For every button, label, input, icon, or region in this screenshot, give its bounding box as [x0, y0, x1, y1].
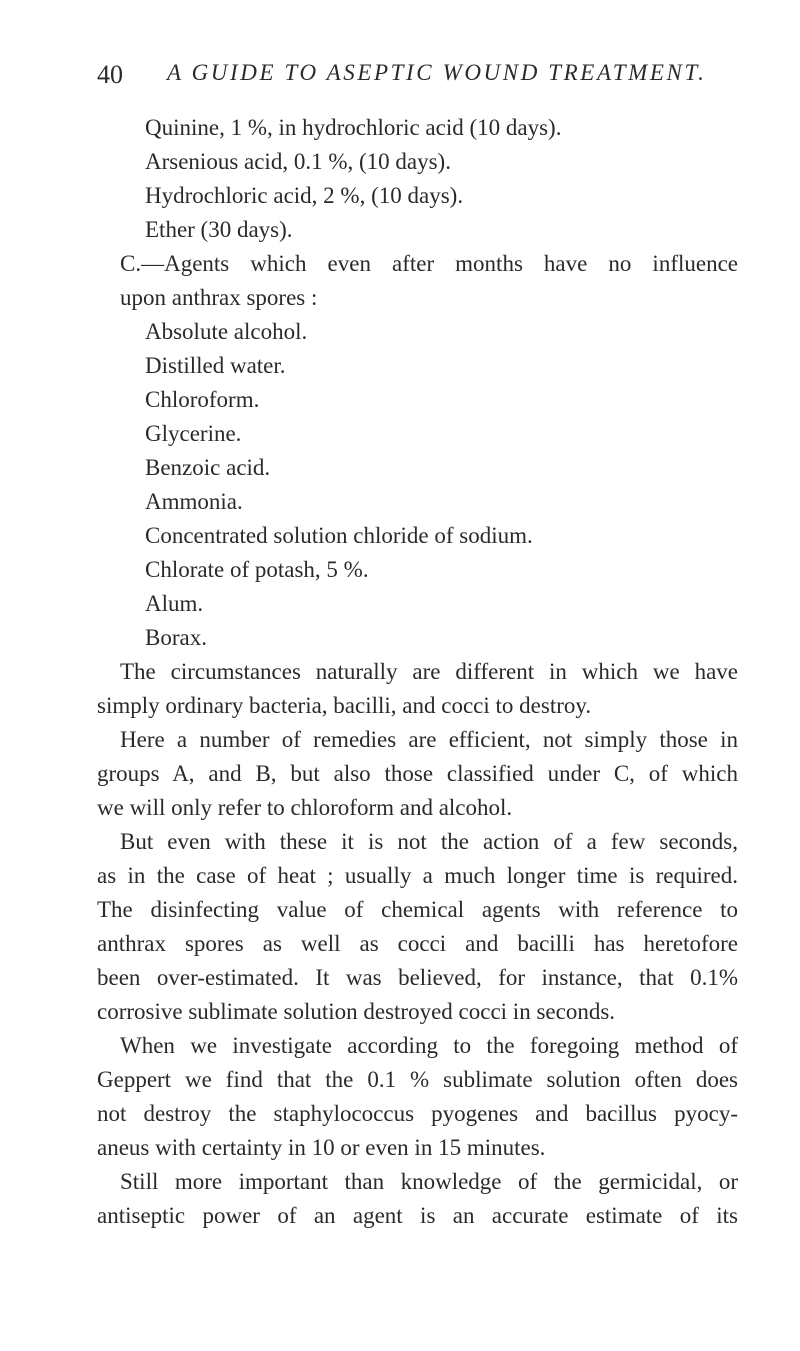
- list-item: Borax.: [145, 625, 207, 650]
- section-c-heading-cont: upon anthrax spores :: [120, 285, 318, 310]
- paragraph-line: as in the case of heat ; usually a much longer time is required.: [97, 863, 738, 888]
- paragraph-line: The circumstances naturally are different in which we have: [120, 659, 738, 684]
- list-item: Ether (30 days).: [145, 217, 293, 242]
- list-item: Benzoic acid.: [145, 455, 271, 480]
- paragraph-line: But even with these it is not the action of a few seconds,: [120, 829, 738, 854]
- paragraph-line: Still more important than knowledge of the germicidal, or: [120, 1169, 738, 1194]
- paragraph-line: aneus with certainty in 10 or even in 15 minutes.: [97, 1135, 546, 1160]
- list-item: Arsenious acid, 0.1 %, (10 days).: [145, 149, 451, 174]
- list-item: Chloroform.: [145, 387, 260, 412]
- paragraph-line: been over-estimated. It was believed, for instance, that 0.1%: [97, 965, 738, 990]
- running-title: A GUIDE TO ASEPTIC WOUND TREATMENT.: [167, 60, 707, 85]
- paragraph-line: not destroy the staphylococcus pyogenes and bacillus pyocy-: [97, 1101, 738, 1126]
- paragraph-line: antiseptic power of an agent is an accurate estimate of its: [97, 1203, 738, 1228]
- paragraph-line: When we investigate according to the foregoing method of: [120, 1033, 738, 1058]
- list-item: Hydrochloric acid, 2 %, (10 days).: [145, 183, 464, 208]
- paragraph-line: Geppert we find that the 0.1 % sublimate solution often does: [97, 1067, 738, 1092]
- page-number: 40: [97, 60, 123, 89]
- list-item: Alum.: [145, 591, 204, 616]
- paragraph-line: we will only refer to chloroform and alcohol.: [97, 795, 513, 820]
- paragraph-line: anthrax spores as well as cocci and bacilli has heretofore: [97, 931, 738, 956]
- paragraph-line: groups A, and B, but also those classified under C, of which: [97, 761, 738, 786]
- page-header: [97, 60, 737, 96]
- list-item: Ammonia.: [145, 489, 243, 514]
- list-item: Quinine, 1 %, in hydrochloric acid (10 days).: [145, 115, 562, 140]
- paragraph-line: simply ordinary bacteria, bacilli, and cocci to destroy.: [97, 693, 592, 718]
- list-item: Chlorate of potash, 5 %.: [145, 557, 369, 582]
- list-item: Concentrated solution chloride of sodium.: [145, 523, 533, 548]
- section-c-heading: C.—Agents which even after months have no influence: [120, 251, 738, 276]
- list-item: Glycerine.: [145, 421, 242, 446]
- list-item: Absolute alcohol.: [145, 319, 308, 344]
- paragraph-line: corrosive sublimate solution destroyed cocci in seconds.: [97, 999, 616, 1024]
- paragraph-line: The disinfecting value of chemical agents with reference to: [97, 897, 738, 922]
- list-item: Distilled water.: [145, 353, 286, 378]
- paragraph-line: Here a number of remedies are efficient, not simply those in: [120, 727, 738, 752]
